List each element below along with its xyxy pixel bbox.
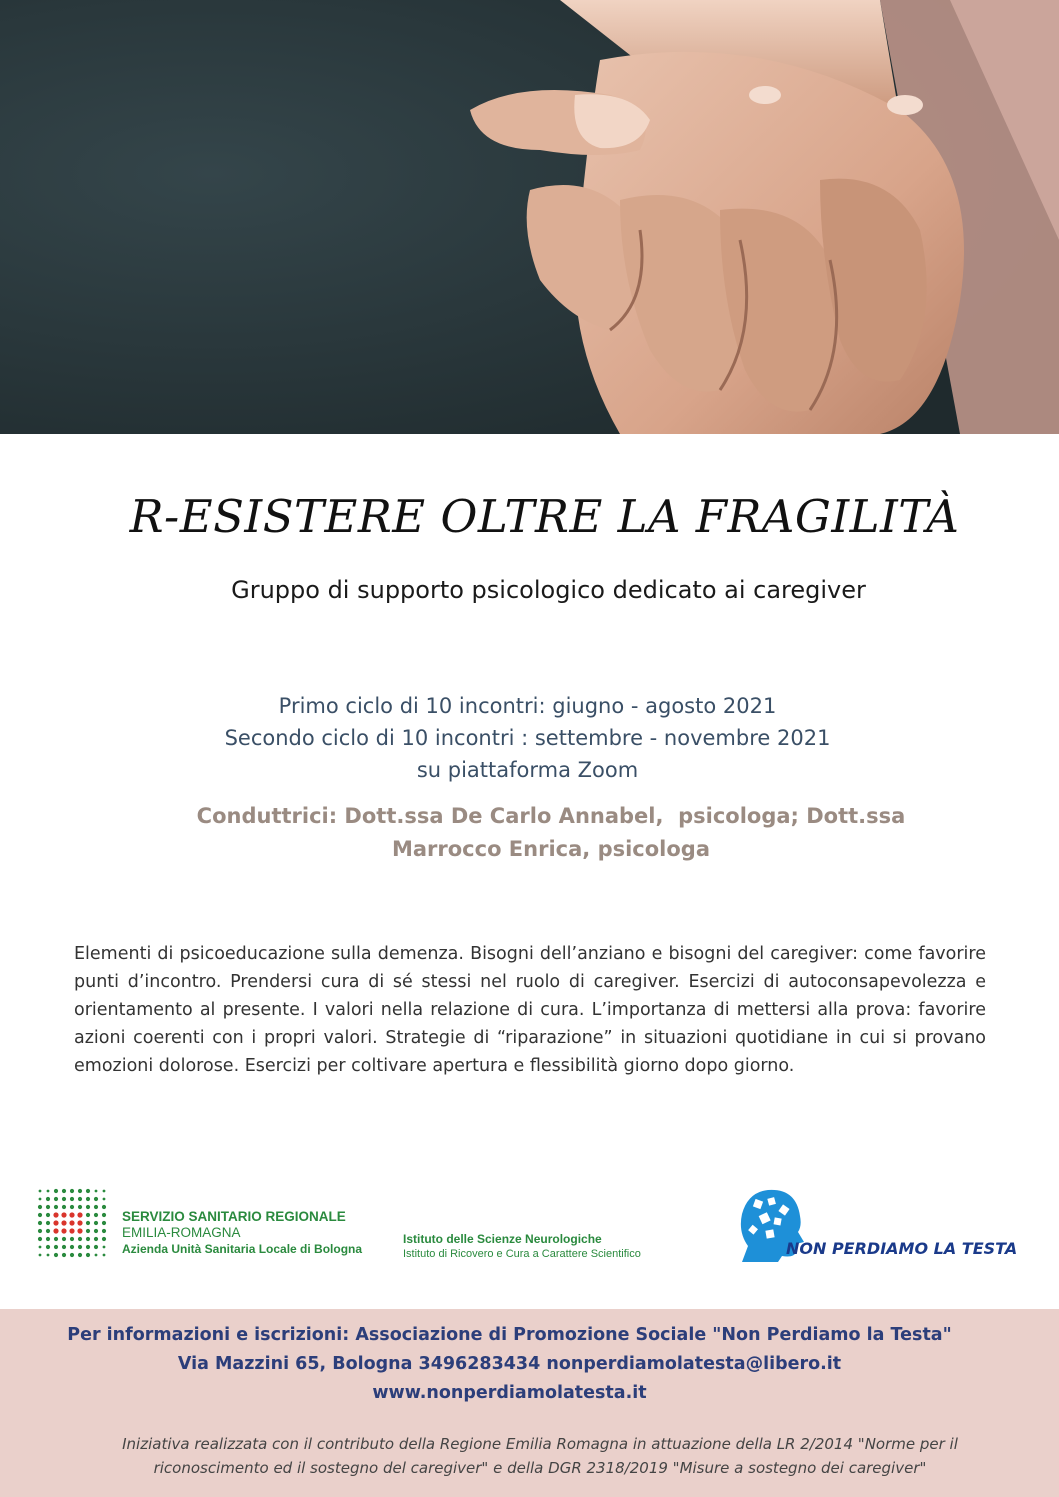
funding-note-line-1: Iniziativa realizzata con il contributo della Regione Emilia Romagna in attuazione della LR 2/2014 "Norme per il bbox=[122, 1435, 958, 1453]
ssr-logo-dot bbox=[62, 1245, 66, 1249]
ssr-logo-dot bbox=[103, 1198, 106, 1201]
schedule-line-2: Secondo ciclo di 10 incontri : settembre - novembre 2021 bbox=[224, 726, 831, 750]
schedule-line-1: Primo ciclo di 10 incontri: giugno - agosto 2021 bbox=[278, 694, 777, 718]
ssr-logo-dot bbox=[78, 1253, 82, 1257]
ssr-logo-dot bbox=[70, 1189, 74, 1193]
ssr-logo-dot bbox=[62, 1189, 66, 1193]
ssr-logo-dot bbox=[47, 1190, 50, 1193]
contact-line-2[interactable]: Via Mazzini 65, Bologna 3496283434 nonperdiamolatesta@libero.it bbox=[177, 1354, 842, 1374]
ssr-logo-dot bbox=[86, 1213, 90, 1217]
ssr-logo-dot bbox=[61, 1212, 66, 1217]
ssr-logo-dot bbox=[54, 1205, 58, 1209]
clasped-hands-image bbox=[0, 0, 1059, 434]
ssr-logo-dot bbox=[46, 1213, 50, 1217]
ssr-logo bbox=[36, 1187, 396, 1267]
ssr-logo-dot bbox=[53, 1220, 58, 1225]
ssr-logo-dot bbox=[102, 1229, 106, 1233]
hero-photo bbox=[0, 0, 1059, 434]
npt-logo-text: NON PERDIAMO LA TESTA bbox=[786, 1239, 1018, 1258]
ssr-logo-dot bbox=[78, 1189, 82, 1193]
ssr-logo-dot bbox=[94, 1221, 98, 1225]
conductors-block bbox=[195, 800, 907, 866]
ssr-logo-dot bbox=[54, 1237, 58, 1241]
ssr-logo-line-2: EMILIA-ROMAGNA bbox=[122, 1225, 241, 1240]
ssr-logo-dot bbox=[94, 1229, 98, 1233]
ssr-logo-dot bbox=[39, 1198, 42, 1201]
ssr-logo-dot bbox=[54, 1253, 58, 1257]
ssr-logo-dot bbox=[70, 1245, 74, 1249]
ssr-logo-dot bbox=[46, 1197, 50, 1201]
ssr-logo-dot bbox=[103, 1254, 106, 1257]
page-subtitle: Gruppo di supporto psicologico dedicato ai caregiver bbox=[231, 576, 866, 604]
ssr-logo-dot bbox=[86, 1221, 90, 1225]
ssr-logo-dot bbox=[38, 1205, 42, 1209]
ssr-logo-dot bbox=[39, 1254, 42, 1257]
ssr-logo-line-3: Azienda Unità Sanitaria Locale di Bologna bbox=[122, 1242, 363, 1256]
description-paragraph: Elementi di psicoeducazione sulla demenza. Bisogni dell’anziano e bisogni del caregiver: come favorire punti d’incontro. Prendersi cura di sé stessi nel ruolo di caregiver. Esercizi di autoconsapevolezza e orientamento al presente. I valori nella relazione di cura. L’importanza di mettersi alla prova: favorire azioni coerenti con i propri valori. Strategie di “riparazione” in situazioni quotidiane in cui si provano emozioni dolorose. Esercizi per coltivare apertura e flessibilità giorno dopo giorno. bbox=[74, 944, 986, 1076]
ssr-logo-dot bbox=[62, 1197, 66, 1201]
ssr-logo-dot bbox=[38, 1213, 42, 1217]
ssr-logo-dot bbox=[46, 1221, 50, 1225]
funding-note-line-2: riconoscimento ed il sostegno del caregiver" e della DGR 2318/2019 "Misure a sostegno dei caregiver" bbox=[153, 1459, 927, 1477]
ssr-logo-dot bbox=[102, 1213, 106, 1217]
ssr-logo-dot bbox=[102, 1205, 106, 1209]
ssr-logo-dot bbox=[78, 1197, 82, 1201]
ssr-logo-dot bbox=[70, 1253, 74, 1257]
ssr-logo-dot bbox=[62, 1205, 66, 1209]
ssr-logo-dot bbox=[94, 1237, 98, 1241]
ssr-logo-dot bbox=[61, 1220, 66, 1225]
ssr-dots-icon bbox=[36, 1187, 110, 1261]
website-link[interactable]: www.nonperdiamolatesta.it bbox=[372, 1383, 647, 1403]
ssr-logo-dot bbox=[70, 1237, 74, 1241]
ssr-logo-dot bbox=[102, 1237, 106, 1241]
ssr-logo-dot bbox=[53, 1228, 58, 1233]
ssr-logo-dot bbox=[47, 1254, 50, 1257]
ssr-logo-dot bbox=[46, 1245, 50, 1249]
ssr-logo-dot bbox=[54, 1197, 58, 1201]
ssr-logo-dot bbox=[39, 1246, 42, 1249]
ssr-logo-dot bbox=[78, 1205, 82, 1209]
ssr-logo-dot bbox=[95, 1254, 98, 1257]
contact-block bbox=[0, 1321, 1019, 1408]
ssr-logo-dot bbox=[70, 1205, 74, 1209]
ssr-logo-dot bbox=[102, 1221, 106, 1225]
ssr-logo-dot bbox=[77, 1228, 82, 1233]
ssr-logo-dot bbox=[86, 1197, 90, 1201]
page-title: R-ESISTERE OLTRE LA FRAGILITÀ bbox=[129, 490, 960, 543]
npt-logo bbox=[738, 1186, 1018, 1262]
ssr-logo-dot bbox=[62, 1237, 66, 1241]
ssr-logo-dot bbox=[69, 1220, 74, 1225]
ssr-logo-dot bbox=[78, 1245, 82, 1249]
isn-logo bbox=[403, 1232, 641, 1262]
ssr-logo-dot bbox=[69, 1228, 74, 1233]
ssr-logo-dot bbox=[86, 1229, 90, 1233]
isn-logo-line-1: Istituto delle Scienze Neurologiche bbox=[403, 1232, 602, 1246]
ssr-logo-dot bbox=[86, 1189, 90, 1193]
schedule-line-3: su piattaforma Zoom bbox=[416, 758, 639, 782]
conductors-line-1: Conduttrici: Dott.ssa De Carlo Annabel, psicologa; Dott.ssa bbox=[196, 804, 906, 828]
ssr-logo-dot bbox=[77, 1212, 82, 1217]
ssr-logo-dot bbox=[62, 1253, 66, 1257]
conductors-line-2: Marrocco Enrica, psicologa bbox=[391, 837, 711, 861]
ssr-logo-dot bbox=[103, 1190, 106, 1193]
ssr-logo-dot bbox=[38, 1221, 42, 1225]
ssr-logo-dot bbox=[95, 1190, 98, 1193]
ssr-logo-dot bbox=[46, 1237, 50, 1241]
ssr-logo-dot bbox=[77, 1220, 82, 1225]
ssr-logo-dot bbox=[54, 1245, 58, 1249]
ssr-logo-dot bbox=[54, 1189, 58, 1193]
ssr-logo-text bbox=[122, 1209, 362, 1257]
ssr-logo-dot bbox=[78, 1237, 82, 1241]
ssr-logo-dot bbox=[61, 1228, 66, 1233]
funding-note bbox=[60, 1432, 1020, 1480]
ssr-logo-dot bbox=[86, 1245, 90, 1249]
ssr-logo-dot bbox=[86, 1205, 90, 1209]
ssr-logo-dot bbox=[94, 1197, 98, 1201]
ssr-logo-dot bbox=[103, 1246, 106, 1249]
ssr-logo-dot bbox=[38, 1237, 42, 1241]
ssr-logo-dot bbox=[69, 1212, 74, 1217]
ssr-logo-dot bbox=[94, 1245, 98, 1249]
ssr-logo-dot bbox=[94, 1205, 98, 1209]
ssr-logo-dot bbox=[46, 1229, 50, 1233]
ssr-logo-dot bbox=[39, 1190, 42, 1193]
ssr-logo-line-1: SERVIZIO SANITARIO REGIONALE bbox=[122, 1209, 346, 1224]
ssr-logo-dot bbox=[86, 1237, 90, 1241]
ssr-logo-dot bbox=[38, 1229, 42, 1233]
ssr-logo-dot bbox=[53, 1212, 58, 1217]
contact-line-1: Per informazioni e iscrizioni: Associazione di Promozione Sociale "Non Perdiamo la Testa" bbox=[67, 1325, 952, 1345]
isn-logo-line-2: Istituto di Ricovero e Cura a Carattere Scientifico bbox=[403, 1248, 641, 1260]
schedule-block bbox=[0, 690, 1055, 786]
ssr-logo-dot bbox=[70, 1197, 74, 1201]
ssr-logo-dot bbox=[86, 1253, 90, 1257]
ssr-logo-dot bbox=[46, 1205, 50, 1209]
ssr-logo-dot bbox=[94, 1213, 98, 1217]
